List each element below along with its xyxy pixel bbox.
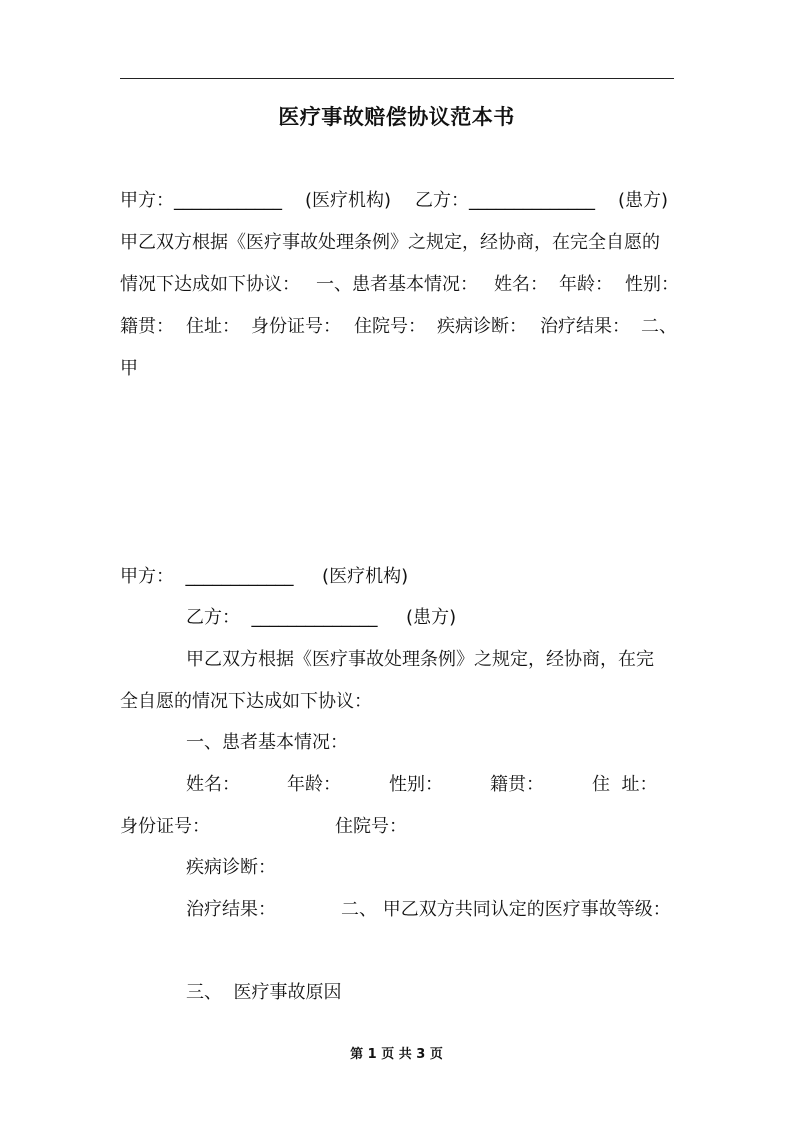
summary-text: 乙方：	[415, 190, 469, 211]
paragraph-text: 全自愿的情况下达成如下协议：	[120, 691, 372, 712]
summary-text: (患方)	[618, 190, 669, 211]
summary-text: 性别：	[625, 274, 679, 295]
field-label: 住 址：	[592, 774, 658, 795]
field-label: 籍贯：	[490, 774, 544, 795]
field-label: 年龄：	[287, 774, 341, 795]
page-title: 医疗事故赔偿协议范本书	[278, 105, 515, 129]
section-heading: 二、 甲乙双方共同认定的医疗事故等级：	[341, 899, 671, 920]
summary-text: (医疗机构)	[305, 190, 392, 211]
summary-text: 年龄：	[559, 274, 613, 295]
party-a-line: 甲方： ____________ (医疗机构)	[120, 566, 409, 587]
field-label: 身份证号：	[120, 816, 210, 837]
field-label: 性别：	[389, 774, 443, 795]
field-label: 疾病诊断：	[186, 857, 276, 878]
summary-text: 甲乙双方根据《医疗事故处理条例》之规定，经协商，在完全自愿的	[120, 232, 660, 253]
summary-text: 身份证号：	[251, 316, 341, 337]
summary-text: 治疗结果：	[540, 316, 630, 337]
summary-text: 情况下达成如下协议：	[120, 274, 300, 295]
field-label: 姓名：	[186, 774, 240, 795]
header-rule	[120, 78, 674, 79]
summary-text: 一、患者基本情况：	[316, 274, 478, 295]
summary-text: 甲	[120, 358, 138, 379]
summary-text: 二、	[641, 316, 677, 337]
summary-text: ______________	[469, 190, 595, 211]
field-label: 住院号：	[335, 816, 407, 837]
page-number: 第 1 页 共 3 页	[350, 1047, 443, 1062]
summary-text: 籍贯：	[120, 316, 174, 337]
summary-text: 住院号：	[354, 316, 426, 337]
section-heading: 三、 医疗事故原因	[186, 982, 342, 1003]
party-b-line: 乙方： ______________ (患方)	[186, 607, 457, 628]
summary-text: ____________	[174, 190, 282, 211]
section-heading: 一、患者基本情况：	[186, 732, 348, 753]
paragraph-text: 甲乙双方根据《医疗事故处理条例》之规定，经协商，在完	[186, 649, 654, 670]
summary-text: 姓名：	[494, 274, 548, 295]
summary-text: 疾病诊断：	[437, 316, 527, 337]
summary-text: 住址：	[186, 316, 240, 337]
field-label: 治疗结果：	[186, 899, 276, 920]
summary-text: 甲方：	[120, 190, 174, 211]
